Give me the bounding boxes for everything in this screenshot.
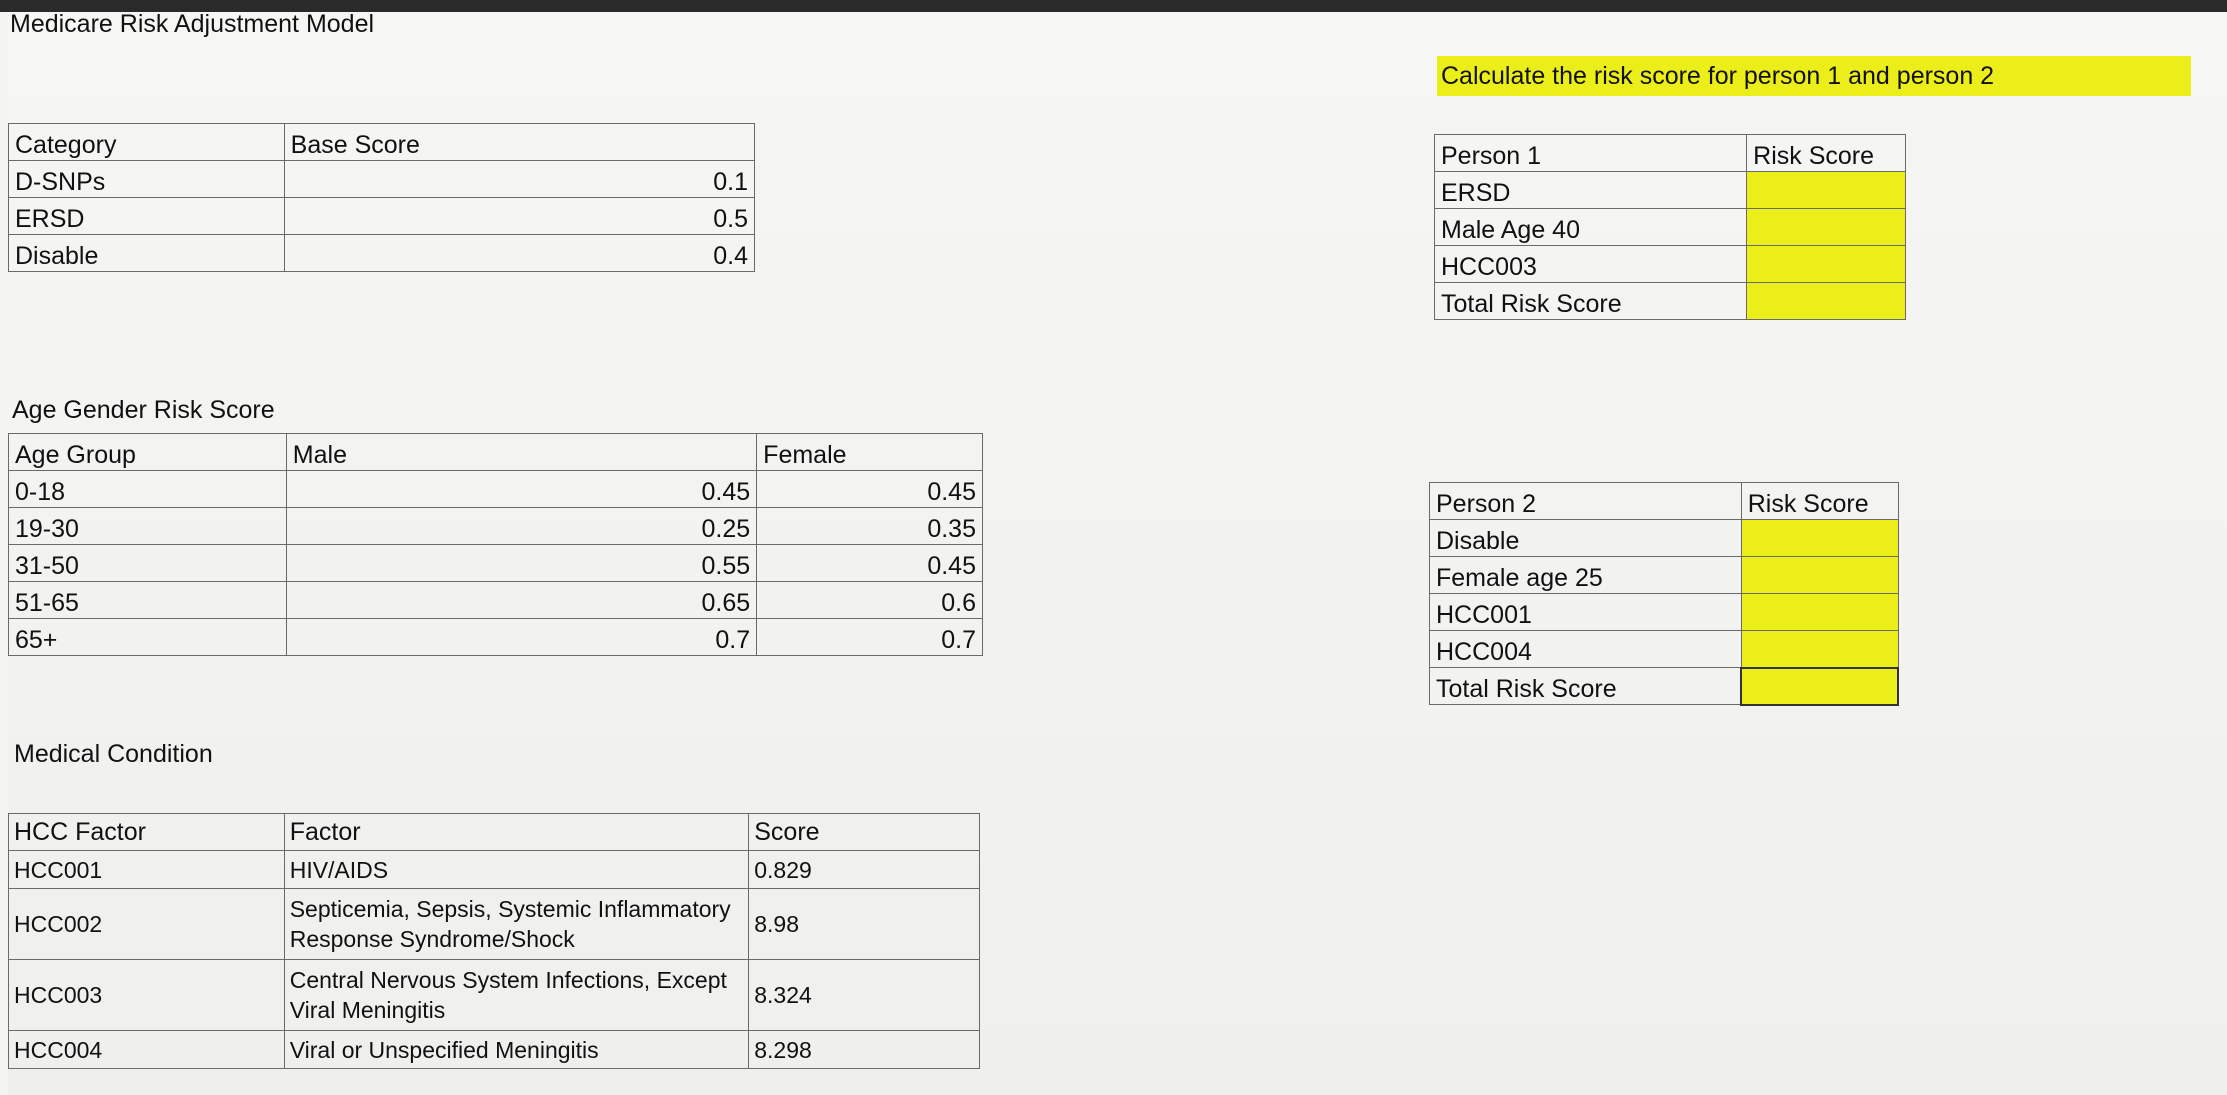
header-cell[interactable]: Male (286, 434, 756, 471)
male-score-cell[interactable]: 0.7 (286, 619, 756, 656)
table-row (1430, 631, 1899, 668)
item-cell[interactable]: HCC001 (1430, 594, 1742, 631)
hcc-score-cell[interactable]: 0.829 (749, 851, 980, 889)
table-row (9, 619, 983, 656)
factor-cell[interactable] (284, 851, 749, 889)
table-row (9, 1031, 980, 1069)
item-cell[interactable]: Male Age 40 (1435, 209, 1747, 246)
age-group-cell[interactable]: 19-30 (9, 508, 287, 545)
table-row (1435, 172, 1906, 209)
score-cell[interactable]: 0.1 (284, 161, 754, 198)
total-label-cell[interactable]: Total Risk Score (1435, 283, 1747, 320)
category-cell[interactable]: ERSD (9, 198, 285, 235)
header-cell[interactable]: Person 1 (1435, 135, 1747, 172)
table-row (1435, 283, 1906, 320)
header-cell[interactable]: Factor (284, 814, 749, 851)
table-row (1430, 483, 1899, 520)
table-row (9, 582, 983, 619)
age-group-cell[interactable]: 31-50 (9, 545, 287, 582)
risk-score-input-cell[interactable] (1741, 594, 1898, 631)
age-gender-title: Age Gender Risk Score (12, 396, 275, 424)
risk-score-input-cell[interactable] (1747, 246, 1906, 283)
item-cell[interactable]: Female age 25 (1430, 557, 1742, 594)
factor-text: Septicemia, Sepsis, Systemic Inflammatory (289, 896, 731, 922)
score-cell[interactable]: 0.4 (284, 235, 754, 272)
hcc-score-cell[interactable]: 8.324 (749, 960, 980, 1031)
female-score-cell[interactable]: 0.35 (757, 508, 983, 545)
person2-table (1429, 482, 1899, 706)
table-row (9, 161, 755, 198)
hcc-code-cell[interactable]: HCC003 (9, 960, 285, 1031)
factor-text: Central Nervous System Infections, Except (289, 967, 727, 993)
table-row (1435, 246, 1906, 283)
female-score-cell[interactable]: 0.6 (757, 582, 983, 619)
table-row (9, 508, 983, 545)
table-row (9, 851, 980, 889)
header-cell[interactable]: Base Score (284, 124, 754, 161)
hcc-score-cell[interactable]: 8.298 (749, 1031, 980, 1069)
header-cell[interactable]: Female (757, 434, 983, 471)
base-score-table (8, 123, 755, 272)
table-row (1430, 557, 1899, 594)
female-score-cell[interactable]: 0.45 (757, 545, 983, 582)
table-row (9, 124, 755, 161)
table-row (9, 889, 980, 960)
hcc-score-cell[interactable]: 8.98 (749, 889, 980, 960)
age-group-cell[interactable]: 0-18 (9, 471, 287, 508)
male-score-cell[interactable]: 0.45 (286, 471, 756, 508)
factor-text: HIV/AIDS (289, 856, 389, 883)
hcc-code-cell[interactable]: HCC004 (9, 1031, 285, 1069)
page-title: Medicare Risk Adjustment Model (10, 10, 375, 38)
male-score-cell[interactable]: 0.25 (286, 508, 756, 545)
age-gender-table (8, 433, 983, 656)
item-cell[interactable]: Disable (1430, 520, 1742, 557)
header-cell[interactable]: Risk Score (1741, 483, 1898, 520)
factor-text: Viral or Unspecified Meningitis (289, 1036, 599, 1063)
table-row (9, 235, 755, 272)
header-cell[interactable]: Score (749, 814, 980, 851)
table-row (9, 471, 983, 508)
instruction-banner: Calculate the risk score for person 1 and person 2 (1437, 56, 2191, 96)
item-cell[interactable]: HCC003 (1435, 246, 1747, 283)
table-row (1435, 209, 1906, 246)
score-cell[interactable]: 0.5 (284, 198, 754, 235)
table-row (9, 434, 983, 471)
male-score-cell[interactable]: 0.65 (286, 582, 756, 619)
item-cell[interactable]: ERSD (1435, 172, 1747, 209)
total-risk-score-cell[interactable] (1747, 283, 1906, 320)
factor-text: Viral Meningitis (289, 997, 446, 1023)
medical-condition-table (8, 813, 980, 1069)
hcc-code-cell[interactable]: HCC001 (9, 851, 285, 889)
item-cell[interactable]: HCC004 (1430, 631, 1742, 668)
female-score-cell[interactable]: 0.7 (757, 619, 983, 656)
factor-cell[interactable] (284, 889, 749, 960)
table-row (1430, 594, 1899, 631)
risk-score-input-cell[interactable] (1747, 172, 1906, 209)
female-score-cell[interactable]: 0.45 (757, 471, 983, 508)
male-score-cell[interactable]: 0.55 (286, 545, 756, 582)
table-row (9, 545, 983, 582)
header-cell[interactable]: Age Group (9, 434, 287, 471)
person1-table (1434, 134, 1906, 320)
table-row (9, 198, 755, 235)
table-row (1435, 135, 1906, 172)
header-cell[interactable]: Category (9, 124, 285, 161)
table-row (1430, 668, 1899, 705)
table-row (1430, 520, 1899, 557)
total-risk-score-cell[interactable] (1741, 668, 1898, 705)
header-cell[interactable]: HCC Factor (9, 814, 285, 851)
factor-cell[interactable] (284, 1031, 749, 1069)
risk-score-input-cell[interactable] (1747, 209, 1906, 246)
age-group-cell[interactable]: 65+ (9, 619, 287, 656)
hcc-code-cell[interactable]: HCC002 (9, 889, 285, 960)
table-row (9, 960, 980, 1031)
age-group-cell[interactable]: 51-65 (9, 582, 287, 619)
risk-score-input-cell[interactable] (1741, 557, 1898, 594)
category-cell[interactable]: Disable (9, 235, 285, 272)
risk-score-input-cell[interactable] (1741, 631, 1898, 668)
factor-cell[interactable] (284, 960, 749, 1031)
header-cell[interactable]: Person 2 (1430, 483, 1742, 520)
medical-condition-title: Medical Condition (14, 740, 213, 768)
table-row (9, 814, 980, 851)
risk-score-input-cell[interactable] (1741, 520, 1898, 557)
category-cell[interactable]: D-SNPs (9, 161, 285, 198)
header-cell[interactable]: Risk Score (1747, 135, 1906, 172)
factor-text: Response Syndrome/Shock (289, 926, 575, 952)
total-label-cell[interactable]: Total Risk Score (1430, 668, 1742, 705)
